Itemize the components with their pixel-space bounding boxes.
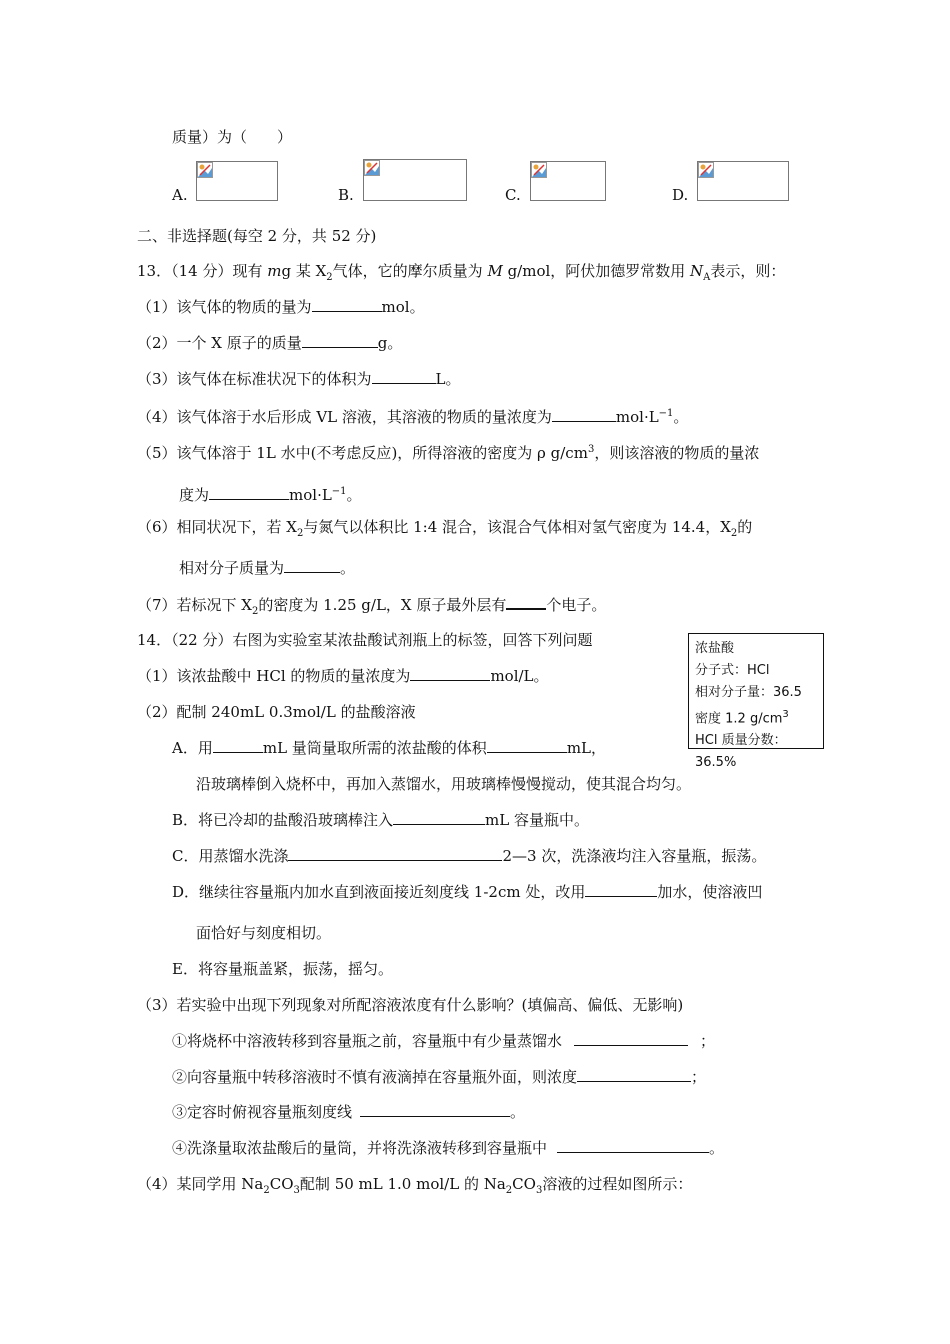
q13-stem: 13．（14 分）现有 mg 某 $X_2$气体，它的摩尔质量为 M g/mol，阿伏加德罗常数用 $N_A$表示，则：	[137, 262, 786, 283]
answer-blank[interactable]	[302, 333, 378, 348]
step-d: D．继续往容量瓶内加水直到液面接近刻度线 1-2cm 处，改用 加水，使溶液凹	[172, 883, 763, 901]
broken-image-icon	[197, 162, 213, 178]
option-letter: C.	[505, 186, 521, 204]
q14-part3: （3）若实验中出现下列现象对所配溶液浓度有什么影响？(填偏高、偏低、无影响)	[137, 996, 684, 1014]
answer-blank[interactable]	[360, 1102, 510, 1117]
case-2: ②向容量瓶中转移溶液时不慎有液滴掉在容量瓶外面，则浓度 ；	[172, 1068, 707, 1086]
case-4: ④洗涤量取浓盐酸后的量筒，并将洗涤液转移到容量瓶中 。	[172, 1139, 725, 1157]
answer-blank[interactable]	[284, 558, 340, 573]
answer-blank[interactable]	[209, 485, 289, 500]
option-image-b	[363, 159, 467, 201]
option-image-d	[697, 161, 789, 201]
step-b: B．将已冷却的盐酸沿玻璃棒注入 mL 容量瓶中。	[172, 811, 589, 829]
answer-blank[interactable]	[410, 666, 490, 681]
answer-blank[interactable]	[312, 297, 382, 312]
label-mass-fraction: HCl 质量分数：36.5%	[695, 733, 787, 771]
answer-blank[interactable]	[577, 1067, 691, 1082]
step-a: A．用 mL 量筒量取所需的浓盐酸的体积 mL，	[172, 739, 606, 757]
q12-tail: 质量）为（ ）	[172, 128, 293, 146]
q14-part1: （1）该浓盐酸中 HCl 的物质的量浓度为 mol/L。	[137, 667, 549, 685]
label-density: 密度 1.2 $g/cm^3$	[695, 709, 789, 727]
case-3: ③定容时俯视容量瓶刻度线 。	[172, 1103, 526, 1121]
q13-part5-cont: 度为 $mol\cdot L^{-1}$。	[179, 486, 362, 504]
section-heading: 二、非选择题(每空 2 分，共 52 分)	[137, 227, 377, 245]
step-c: C．用蒸馏水洗涤 2—3 次，洗涤液均注入容量瓶，振荡。	[172, 847, 767, 865]
option-image-a	[196, 161, 278, 201]
answer-blank[interactable]	[552, 407, 616, 422]
answer-blank[interactable]	[557, 1138, 709, 1153]
q14-stem: 14．（22 分）右图为实验室某浓盐酸试剂瓶上的标签，回答下列问题	[137, 631, 593, 649]
q13-part4: （4）该气体溶于水后形成 VL 溶液，其溶液的物质的量浓度为 $mol\cdot L^{-1}$。	[137, 408, 689, 426]
answer-blank[interactable]	[506, 594, 546, 610]
option-letter: B.	[338, 186, 354, 204]
answer-blank[interactable]	[574, 1031, 688, 1046]
answer-blank[interactable]	[288, 846, 502, 861]
case-1: ①将烧杯中溶液转移到容量瓶之前，容量瓶中有少量蒸馏水 ；	[172, 1032, 716, 1050]
option-letter: A.	[172, 186, 188, 204]
option-image-c	[530, 161, 606, 201]
answer-blank[interactable]	[213, 738, 263, 753]
q13-part6-cont: 相对分子质量为 。	[179, 559, 356, 577]
broken-image-icon	[698, 162, 714, 178]
broken-image-icon	[364, 160, 380, 176]
step-e: E．将容量瓶盖紧，振荡，摇匀。	[172, 960, 393, 978]
broken-image-icon	[531, 162, 547, 178]
reagent-label	[688, 633, 824, 771]
q13-part6: （6）相同状况下，若 $X_2$与氮气以体积比 1:4 混合，该混合气体相对氢气密度为 14.4，$X_2$的	[137, 518, 753, 539]
q14-part2: （2）配制 240mL 0.3mol/L 的盐酸溶液	[137, 703, 416, 721]
answer-blank[interactable]	[393, 810, 485, 825]
answer-blank[interactable]	[372, 369, 436, 384]
q14-part4: （4）某同学用 $Na_2CO_3$配制 50 mL 1.0 mol/L 的 $Na_2CO_3$溶液的过程如图所示：	[137, 1175, 693, 1196]
q13-part5: （5）该气体溶于 1L 水中(不考虑反应)，所得溶液的密度为 ρ $g/cm^3$，则该溶液的物质的量浓	[137, 444, 760, 462]
step-a-cont: 沿玻璃棒倒入烧杯中，再加入蒸馏水，用玻璃棒慢慢搅动，使其混合均匀。	[196, 775, 692, 793]
q13-part2: （2）一个 X 原子的质量 g。	[137, 334, 403, 352]
q13-part1: （1）该气体的物质的量为 mol。	[137, 298, 425, 316]
q13-part3: （3）该气体在标准状况下的体积为 L。	[137, 370, 461, 388]
option-letter: D.	[672, 186, 689, 204]
answer-blank[interactable]	[585, 882, 657, 897]
label-title: 浓盐酸	[695, 641, 735, 656]
label-molar-mass: 相对分子量：36.5	[695, 685, 802, 700]
step-d-cont: 面恰好与刻度相切。	[196, 924, 332, 942]
q13-part7: （7）若标况下 $X_2$的密度为 1.25 g/L，X 原子最外层有 个电子。	[137, 596, 607, 617]
label-formula: 分子式：HCl	[695, 663, 770, 678]
answer-blank[interactable]	[487, 738, 567, 753]
